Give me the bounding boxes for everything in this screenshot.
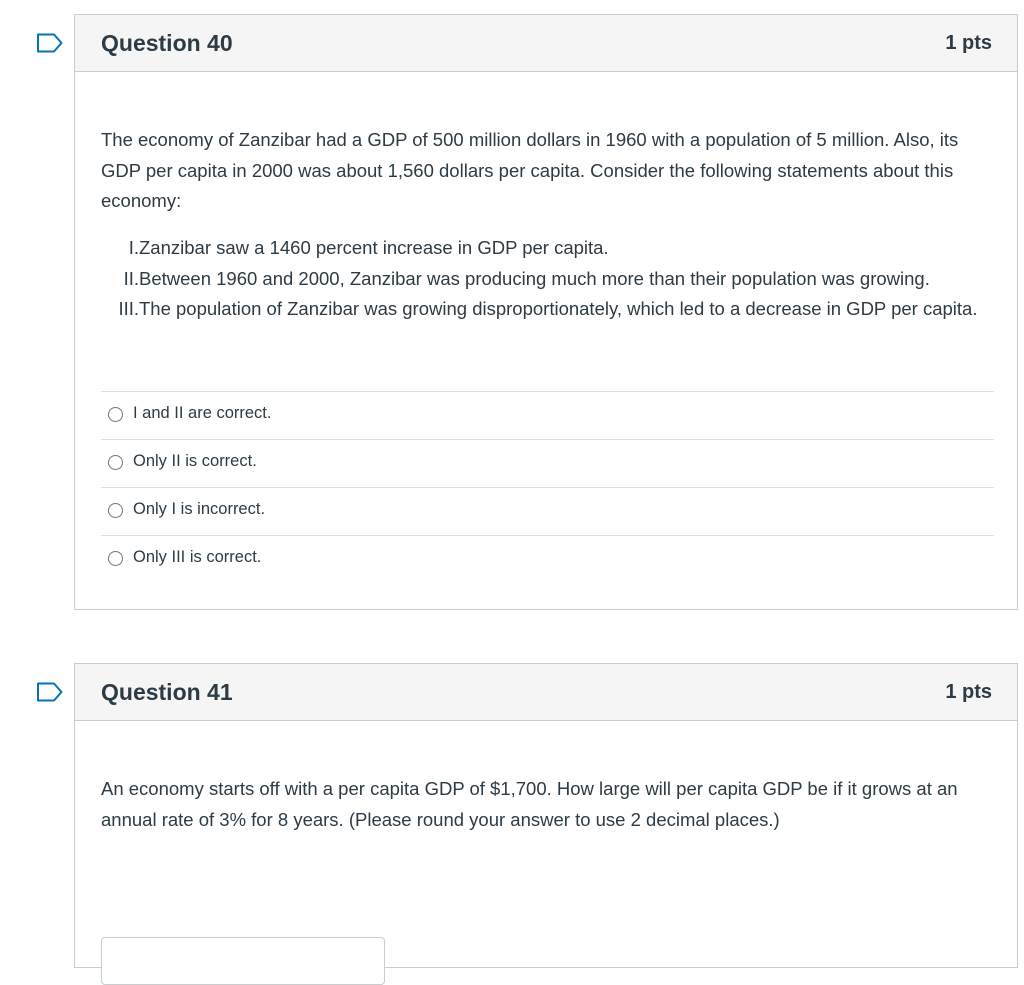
question-title: Question 40 xyxy=(101,30,233,56)
statement-item xyxy=(107,264,1007,295)
answer-label: Only I is incorrect. xyxy=(133,500,266,518)
question-header xyxy=(75,664,1017,721)
question-card xyxy=(74,14,1018,610)
answer-label: Only III is correct. xyxy=(133,548,262,566)
answer-option[interactable] xyxy=(101,488,994,536)
radio-button-icon[interactable] xyxy=(108,455,123,470)
numeric-answer-input[interactable] xyxy=(101,937,385,985)
answer-option[interactable] xyxy=(101,536,994,583)
statement-item xyxy=(107,233,1007,264)
answer-option[interactable] xyxy=(101,392,994,440)
statement-text: Between 1960 and 2000, Zanzibar was producing much more than their population was growing. xyxy=(139,267,930,289)
question-header xyxy=(75,15,1017,72)
statement-number: I. xyxy=(128,237,139,258)
question-text: The economy of Zanzibar had a GDP of 500 million dollars in 1960 with a population of 5 million. Also, its GDP per capita in 2000 was about 1,560 dollars per capita. Consider the following statements about this economy: xyxy=(101,129,959,211)
question-title: Question 41 xyxy=(101,679,233,705)
statement-number: II. xyxy=(123,267,139,289)
statement-text: Zanzibar saw a 1460 percent increase in GDP per capita. xyxy=(139,237,609,258)
statement-list xyxy=(107,233,1007,325)
answer-label: I and II are correct. xyxy=(133,404,272,422)
answer-option[interactable] xyxy=(101,440,994,488)
question-text: An economy starts off with a per capita GDP of $1,700. How large will per capita GDP be if it grows at an annual rate of 3% for 8 years. (Please round your answer to use 2 decimal places.) xyxy=(101,778,958,830)
answer-list xyxy=(101,391,994,583)
question-points: 1 pts xyxy=(945,32,992,54)
statement-item xyxy=(107,294,989,325)
statement-number: III. xyxy=(118,298,139,319)
answer-label: Only II is correct. xyxy=(133,452,257,470)
radio-button-icon[interactable] xyxy=(108,407,123,422)
statement-text: The population of Zanzibar was growing disproportionately, which led to a decrease in GDP per capita. xyxy=(139,298,978,319)
radio-button-icon[interactable] xyxy=(108,551,123,566)
flag-question-icon[interactable] xyxy=(36,33,64,53)
flag-question-icon[interactable] xyxy=(36,682,64,702)
radio-button-icon[interactable] xyxy=(108,503,123,518)
question-points: 1 pts xyxy=(945,681,992,703)
question-card xyxy=(74,663,1018,968)
